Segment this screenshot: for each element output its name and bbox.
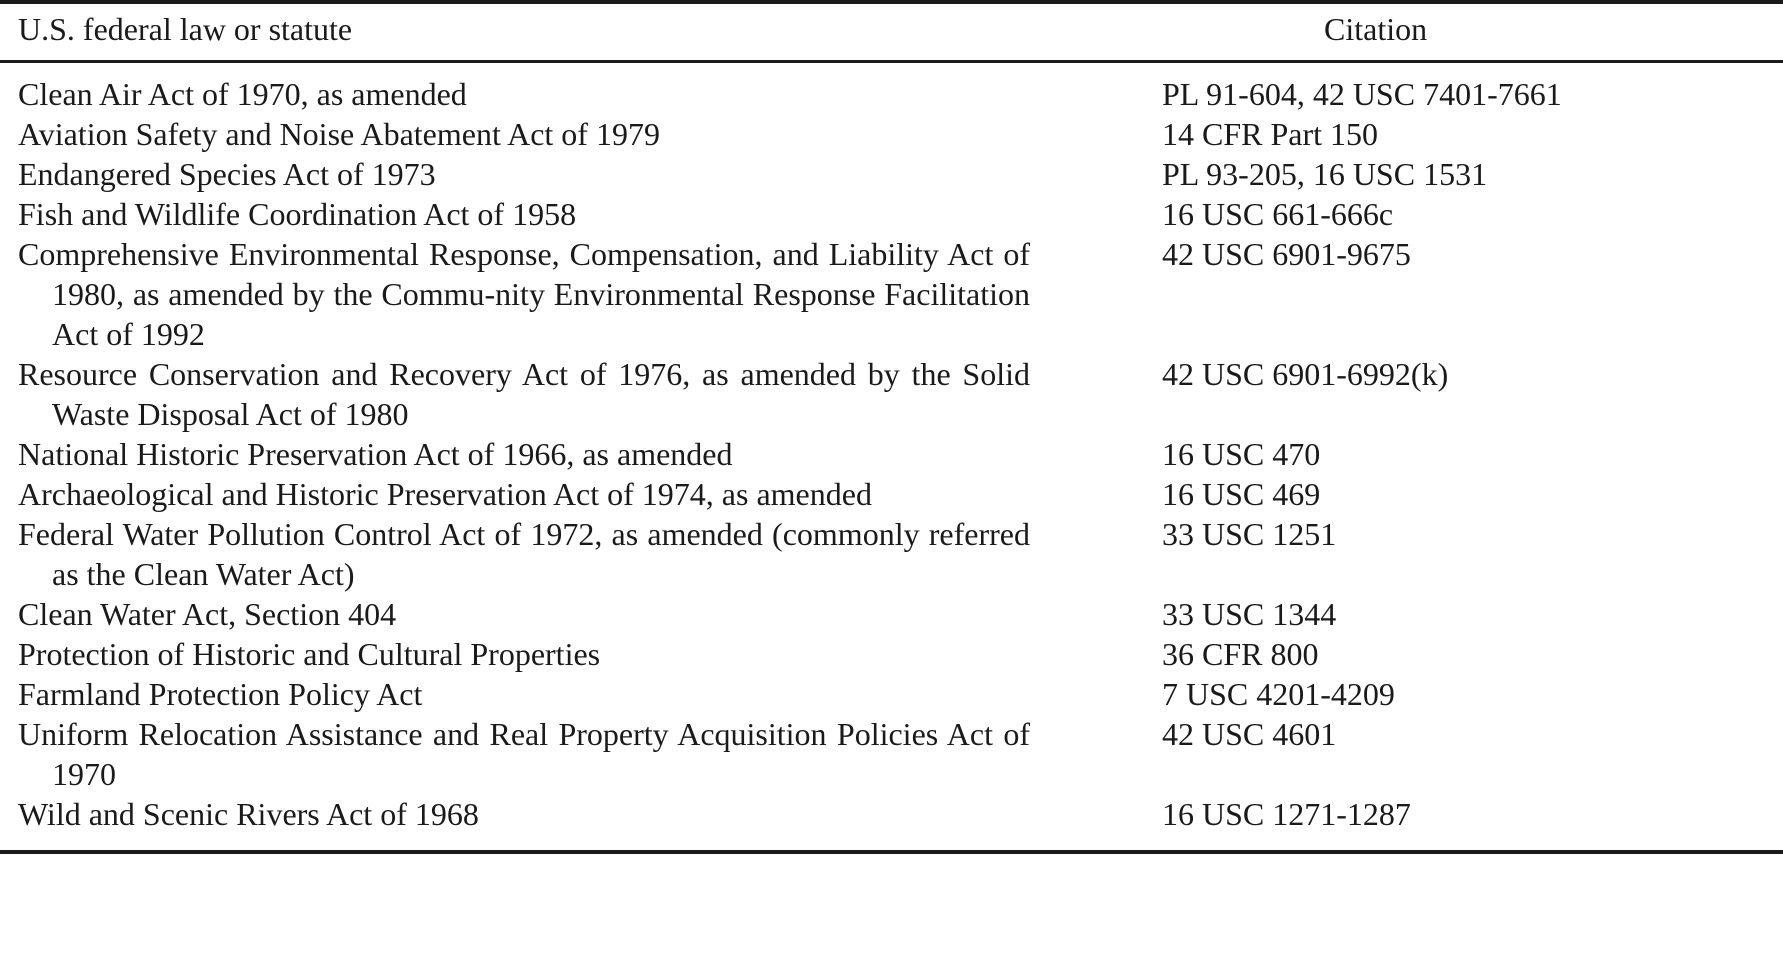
- table-top-rule: [0, 0, 1783, 4]
- law-name: Aviation Safety and Noise Abatement Act of 1979: [18, 116, 660, 152]
- law-citation: 16 USC 661-666c: [1162, 196, 1394, 232]
- law-citation: 42 USC 6901-6992(k): [1162, 356, 1449, 392]
- law-citation: 14 CFR Part 150: [1162, 116, 1379, 152]
- law-name: Uniform Relocation Assistance and Real Property Acquisition Policies Act of 1970: [18, 716, 1030, 792]
- table-row: [0, 474, 1783, 514]
- table-row: [0, 234, 1783, 354]
- law-citation: PL 93-205, 16 USC 1531: [1162, 156, 1488, 192]
- table-row: [0, 154, 1783, 194]
- law-name: Endangered Species Act of 1973: [18, 156, 436, 192]
- law-name: Wild and Scenic Rivers Act of 1968: [18, 796, 479, 832]
- law-name: Fish and Wildlife Coordination Act of 1958: [18, 196, 577, 232]
- table-row: [0, 594, 1783, 634]
- table-row: [0, 354, 1783, 434]
- table-row: [0, 194, 1783, 234]
- table-row: [0, 74, 1783, 114]
- column-header-law: U.S. federal law or statute: [18, 11, 353, 47]
- law-citation: PL 91-604, 42 USC 7401-7661: [1162, 76, 1562, 112]
- federal-laws-table: [0, 9, 1783, 834]
- table-row: [0, 514, 1783, 594]
- table-row: [0, 714, 1783, 794]
- table-row: [0, 434, 1783, 474]
- law-citation: 36 CFR 800: [1162, 636, 1319, 672]
- table-row: [0, 674, 1783, 714]
- law-name: National Historic Preservation Act of 1966, as amended: [18, 436, 733, 472]
- law-name: Clean Water Act, Section 404: [18, 596, 397, 632]
- table-header-row: [0, 9, 1783, 52]
- law-citation: 33 USC 1251: [1162, 516, 1337, 552]
- law-citation: 16 USC 470: [1162, 436, 1321, 472]
- law-name: Clean Air Act of 1970, as amended: [18, 76, 467, 112]
- law-name: Resource Conservation and Recovery Act of 1976, as amended by the Solid Waste Disposal Act of 1980: [18, 356, 1030, 432]
- table-row: [0, 634, 1783, 674]
- table-row: [0, 794, 1783, 834]
- law-citation: 16 USC 1271-1287: [1162, 796, 1411, 832]
- law-citation: 33 USC 1344: [1162, 596, 1337, 632]
- law-citation: 16 USC 469: [1162, 476, 1321, 512]
- column-header-citation: Citation: [1324, 11, 1428, 47]
- table-row: [0, 114, 1783, 154]
- law-name: Comprehensive Environmental Response, Compensation, and Liability Act of 1980, as amended by the Commu-nity Environmental Response Facilitation Act of 1992: [18, 236, 1030, 352]
- law-name: Farmland Protection Policy Act: [18, 676, 423, 712]
- law-name: Protection of Historic and Cultural Properties: [18, 636, 601, 672]
- law-name: Federal Water Pollution Control Act of 1972, as amended (commonly referred as the Clean Water Act): [18, 516, 1030, 592]
- header-spacer: [0, 52, 1783, 74]
- law-citation: 42 USC 4601: [1162, 716, 1337, 752]
- law-citation: 7 USC 4201-4209: [1162, 676, 1395, 712]
- table-bottom-rule: [0, 850, 1783, 854]
- law-name: Archaeological and Historic Preservation Act of 1974, as amended: [18, 476, 872, 512]
- law-citation: 42 USC 6901-9675: [1162, 236, 1411, 272]
